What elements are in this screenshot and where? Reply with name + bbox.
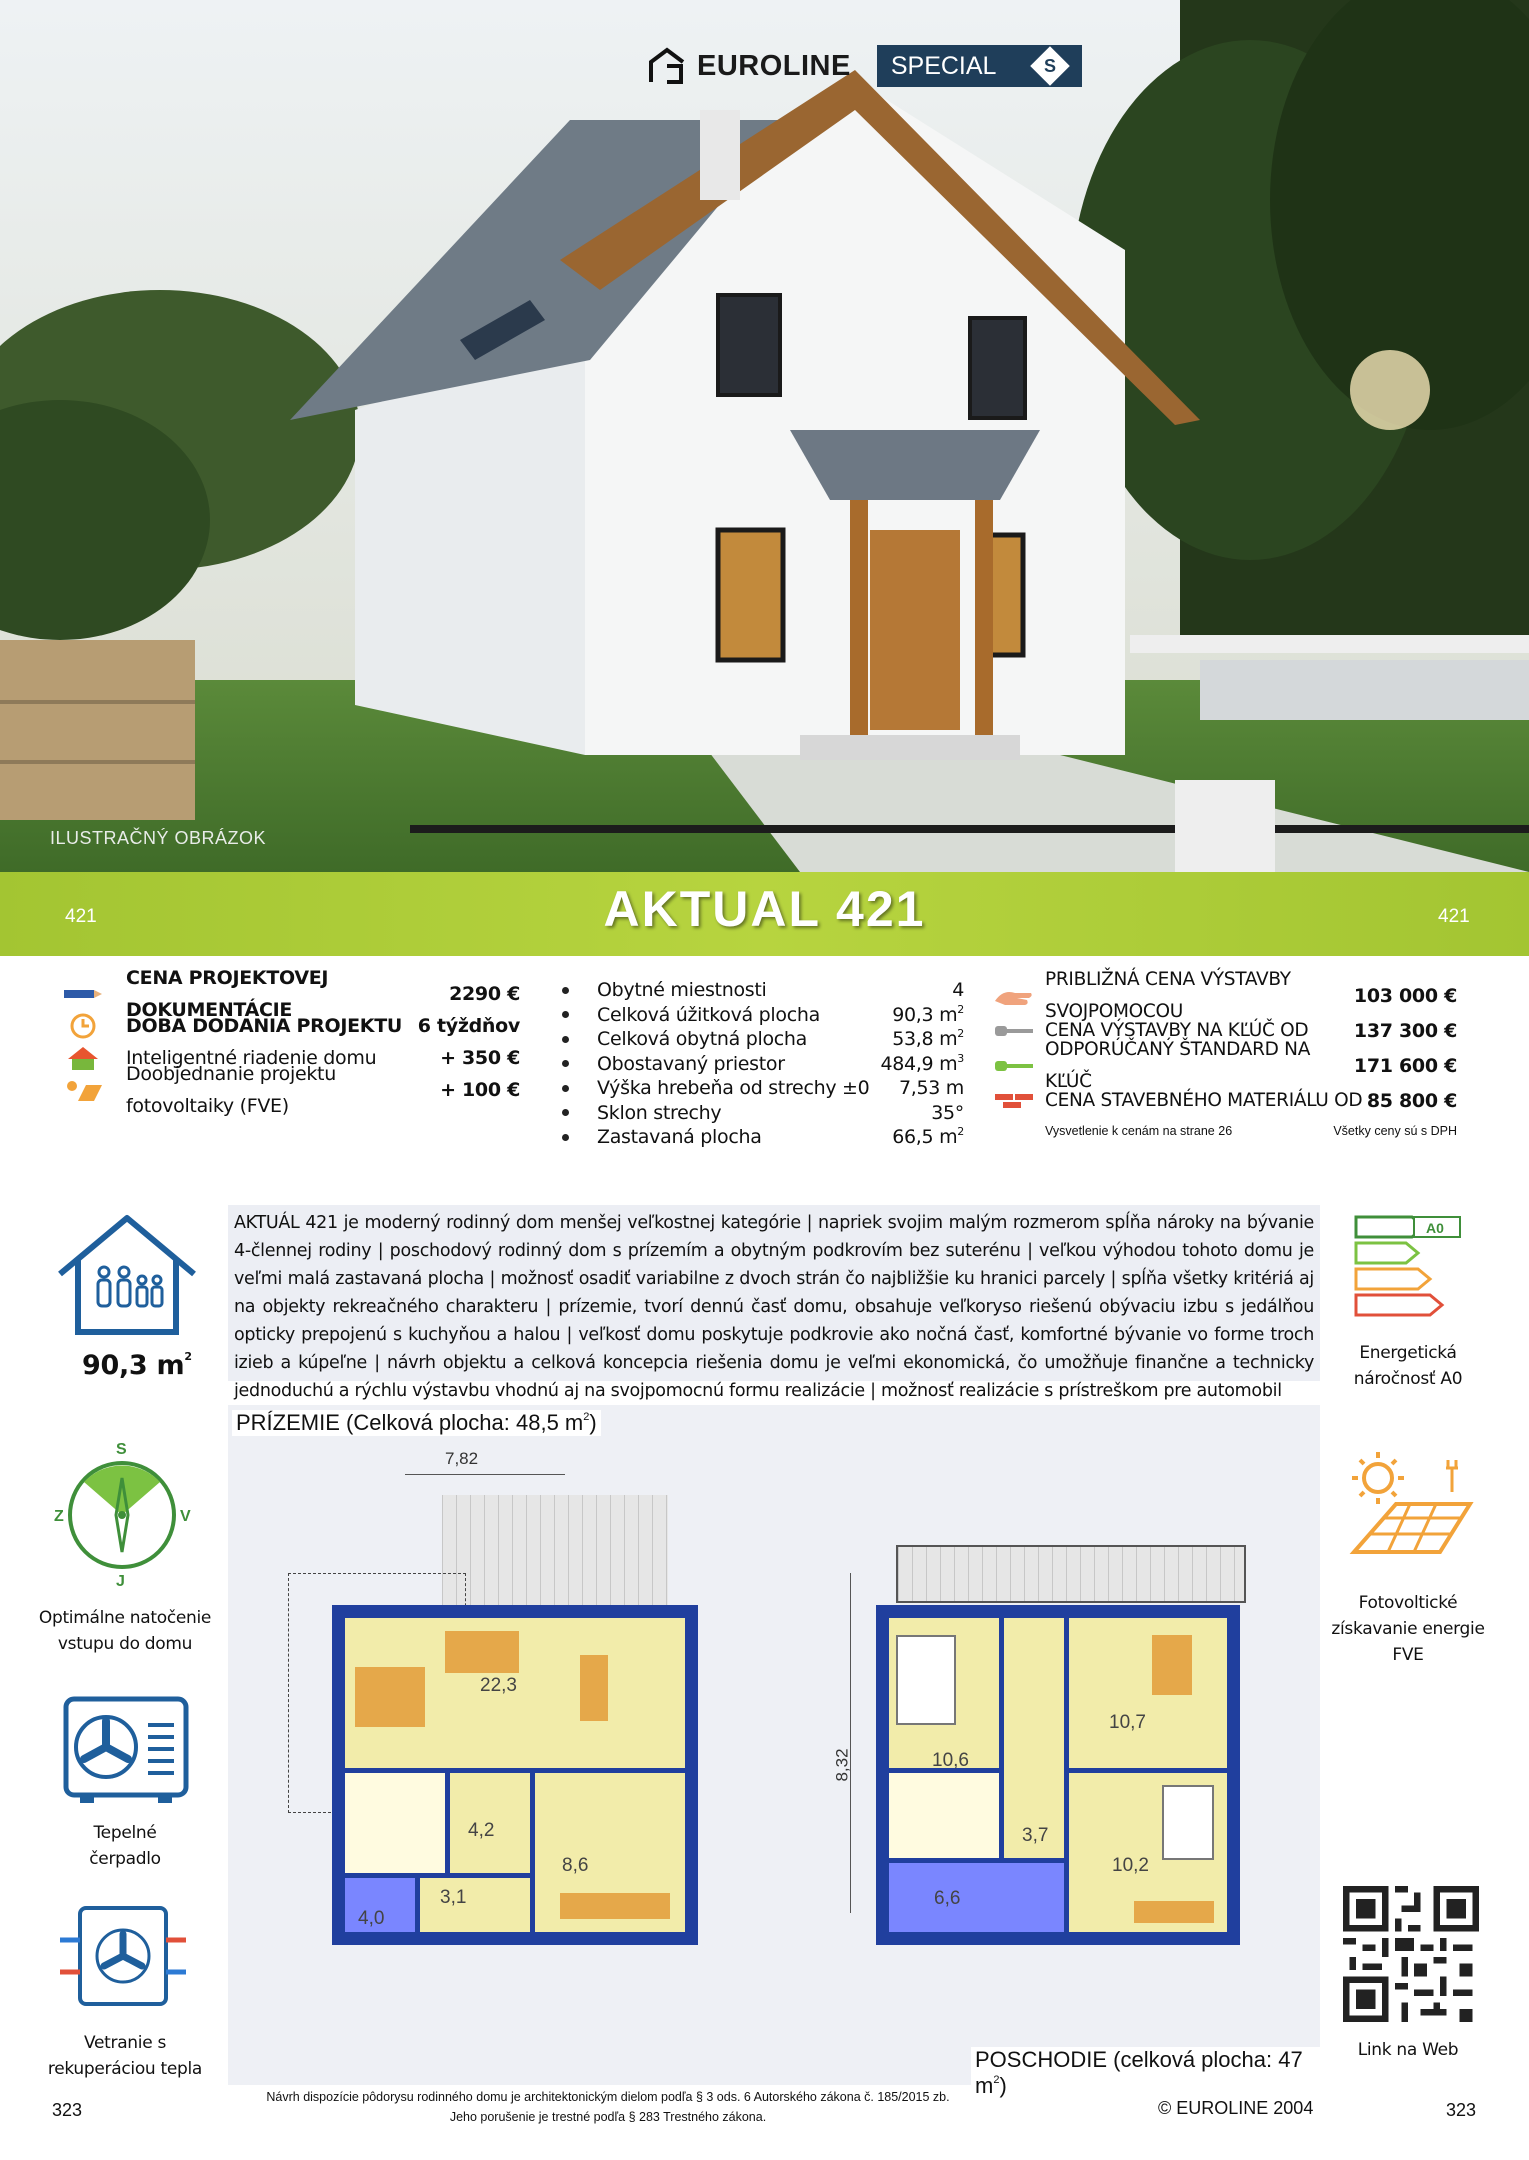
brand-name: EUROLINE xyxy=(697,49,851,82)
desk xyxy=(1152,1635,1192,1695)
spec-value: 7,53 m xyxy=(898,1077,964,1099)
legal-line-2: Jeho porušenie je trestné podľa § 283 Trestného zákona. xyxy=(449,2110,767,2124)
bullet xyxy=(562,1036,569,1043)
room-area: 22,3 xyxy=(480,1675,517,1696)
title-banner xyxy=(0,872,1529,956)
kitchen-counter xyxy=(560,1893,670,1919)
energy-class-icon xyxy=(1352,1213,1464,1325)
terrace xyxy=(442,1495,668,1607)
bullet xyxy=(562,1134,569,1141)
spec-row xyxy=(562,1101,964,1126)
pricing-notes xyxy=(993,1124,1457,1138)
compass-icon xyxy=(52,1440,202,1590)
ground-floor-plan xyxy=(240,1449,840,2075)
house-specs xyxy=(562,978,964,1150)
special-label: SPECIAL xyxy=(890,51,997,80)
width-dimension xyxy=(405,1455,565,1475)
spec-label: Obytné miestnosti xyxy=(597,979,767,1001)
spec-value: 90,3 $m^2$ xyxy=(892,1002,964,1026)
house-illustration xyxy=(0,0,1529,872)
compass-w: Z xyxy=(54,1508,64,1525)
bed xyxy=(896,1635,956,1725)
construction-pricing xyxy=(993,968,1457,1138)
spec-label: Obostavaný priestor xyxy=(597,1052,785,1075)
bullet xyxy=(562,1060,569,1067)
spec-label: Celková úžitková plocha xyxy=(597,1003,820,1026)
special-mark-icon: S xyxy=(1031,46,1071,86)
pricing-row: CENA PROJEKTOVEJ DOKUMENTÁCIE 2290 € xyxy=(62,978,520,1010)
room-stairs xyxy=(345,1773,445,1873)
special-badge xyxy=(877,45,1083,87)
bullet xyxy=(562,987,569,994)
bullet xyxy=(562,1011,569,1018)
spec-label: Výška hrebeňa od strechy ±0 xyxy=(597,1077,870,1099)
pricing-row: DOBA DODANIA PROJEKTU 6 týždňov xyxy=(62,1010,520,1042)
spec-value: 66,5 $m^2$ xyxy=(892,1125,964,1148)
bed xyxy=(1162,1785,1214,1860)
room-bedroom2 xyxy=(1069,1618,1227,1768)
house-family-icon xyxy=(52,1210,202,1340)
legal-line-1: Návrh dispozície pôdorysu rodinného domu je architektonickým dielom podľa § 3 ods. 6 Autorského zákona č. 185/2015 zb. xyxy=(266,2090,950,2104)
room-area: 3,7 xyxy=(1022,1825,1049,1846)
smart-home-icon xyxy=(62,1045,104,1071)
hand-icon xyxy=(993,983,1035,1009)
room-area: 3,1 xyxy=(440,1887,467,1908)
room-area: 4,0 xyxy=(358,1908,385,1929)
room-upper-hall xyxy=(1004,1618,1064,1858)
room-upper-stairs xyxy=(889,1773,999,1858)
pricing-row: PRIBLIŽNÁ CENA VÝSTAVBY SVOJPOMOCOU 103 000 € xyxy=(993,978,1457,1013)
energy-class: A0 xyxy=(1426,1220,1444,1236)
pencil-icon xyxy=(62,981,104,1007)
spec-value: 4 xyxy=(952,979,964,1001)
pv-caption: Fotovoltické získavanie energie FVE xyxy=(1331,1593,1485,1665)
brand-header xyxy=(633,40,1082,92)
pricing-row: ODPORÚČANÝ ŠTANDARD NA KĽÚČ 171 600 € xyxy=(993,1048,1457,1083)
dining-table xyxy=(580,1655,608,1721)
ventilation-icon xyxy=(58,1902,188,2012)
pricing-row: Doobjednanie projektu fotovoltaiky (FVE) + 100 € xyxy=(62,1074,520,1106)
bricks-icon xyxy=(993,1088,1035,1114)
upper-floor-title: POSCHODIE (celková plocha: 47 $m^2$) xyxy=(971,2047,1320,2099)
room-bathroom xyxy=(889,1863,1064,1932)
room-corridor xyxy=(420,1878,530,1932)
room-area: 10,7 xyxy=(1109,1712,1146,1733)
room-area: 8,6 xyxy=(562,1855,589,1876)
vat-note: Všetky ceny sú s DPH xyxy=(1333,1124,1457,1138)
description: AKTUÁL 421 je moderný rodinný dom menšej veľkostnej kategórie | napriek svojim malým rozmerom spĺňa nároky na bývanie 4-člennej rodiny | poschodový rodinný dom s prízemím a obytným podkrovím bez suterénu | veľkou výhodou tohoto domu je veľmi malá zastavaná plocha | možnosť osadiť variabilne z dvoch strán čo najbližšie ku hranici parcely | spĺňa všetky kritériá aj na objekty rekreačného charakteru | prízemie, tvorí dennú časť domu, obsahuje veľkoryso riešenú obývaciu izbu s jedálňou opticky prepojenú s kuchyňou a halou | veľkosť domu poskytuje podkrovie ako nočná časť, komfortné bývanie vo forme troch izieb a kúpeľne | návrh objektu a celková koncepcia riešenia domu je veľmi ekonomická, čo umožňuje finančne a technicky jednoduchú a rýchlu výstavbu vhodnú aj na svojpomocnú formu realizácie | možnosť realizácie s prístreškom pre automobil xyxy=(228,1205,1320,1381)
spec-row xyxy=(562,1125,964,1150)
room-area: 6,6 xyxy=(934,1888,961,1909)
prices-reference: Vysvetlenie k cenám na strane 26 xyxy=(1045,1124,1233,1138)
qr-code[interactable] xyxy=(1343,1886,1479,2022)
compass-s: S xyxy=(116,1441,127,1458)
balcony xyxy=(896,1545,1246,1603)
room-area: 10,2 xyxy=(1112,1855,1149,1876)
sofa xyxy=(355,1667,425,1727)
house-title: AKTUAL 421 xyxy=(603,881,926,937)
spec-row xyxy=(562,978,964,1003)
spec-label: Sklon strechy xyxy=(597,1101,722,1124)
depth-dimension xyxy=(850,1573,851,1913)
qr-caption: Link na Web xyxy=(1357,2040,1459,2060)
room-area: 10,6 xyxy=(932,1750,969,1771)
width-dim-label: 7,82 xyxy=(445,1449,479,1468)
bullet xyxy=(562,1085,569,1092)
pricing-row: CENA VÝSTAVBY NA KĽÚČ OD 137 300 € xyxy=(993,1013,1457,1048)
spec-label: Celková obytná plocha xyxy=(597,1028,808,1050)
compass-j: J xyxy=(116,1573,125,1590)
compass-caption: Optimálne natočenie vstupu do domu xyxy=(38,1608,212,1654)
pricing-row: CENA STAVEBNÉHO MATERIÁLU OD 85 800 € xyxy=(993,1083,1457,1118)
page-number-right: 323 xyxy=(1446,2100,1477,2120)
hero-image xyxy=(0,0,1529,872)
bullet xyxy=(562,1109,569,1116)
pricing-row: Inteligentné riadenie domu + 350 € xyxy=(62,1042,520,1074)
euroline-logo[interactable] xyxy=(633,40,865,92)
spec-row xyxy=(562,1052,964,1077)
coffee-table xyxy=(445,1631,519,1673)
clock-icon xyxy=(62,1013,104,1039)
room-area: 4,2 xyxy=(468,1820,495,1841)
ground-floor-title: PRÍZEMIE (Celková plocha: 48,5 $m^2$) xyxy=(232,1410,601,1436)
spec-row xyxy=(562,1076,964,1101)
page-number-left: 323 xyxy=(52,2100,83,2120)
depth-dim-label: 8,32 xyxy=(832,1748,852,1782)
dresser xyxy=(1134,1901,1214,1923)
spec-value: 484,9 $m^3$ xyxy=(880,1051,964,1075)
heat-pump-icon xyxy=(62,1695,190,1807)
illustration-caption: ILUSTRAČNÝ OBRÁZOK xyxy=(50,828,267,848)
photovoltaic-icon xyxy=(1340,1448,1480,1560)
house-logo-icon xyxy=(647,46,687,86)
heat-pump-caption: Tepelné čerpadlo xyxy=(89,1823,161,1869)
solar-panel-icon xyxy=(62,1077,104,1103)
spec-row xyxy=(562,1027,964,1052)
spec-value: 53,8 $m^2$ xyxy=(892,1027,964,1050)
house-area: 90,3 $m^2$ xyxy=(82,1350,192,1381)
key-green-icon xyxy=(993,1053,1035,1079)
copyright: © EUROLINE 2004 xyxy=(1158,2098,1314,2118)
legal-notice xyxy=(228,2087,988,2127)
compass-e: V xyxy=(180,1508,191,1525)
spec-label: Zastavaná plocha xyxy=(597,1126,762,1148)
spec-row xyxy=(562,1003,964,1028)
energy-caption: Energetická náročnosť A0 xyxy=(1353,1343,1463,1389)
code-left: 421 xyxy=(65,906,97,927)
key-grey-icon xyxy=(993,1018,1035,1044)
project-pricing xyxy=(62,967,520,1117)
upper-floor-plan xyxy=(874,1545,1294,2045)
code-right: 421 xyxy=(1438,906,1470,927)
ventilation-caption: Vetranie s rekuperáciou tepla xyxy=(47,2033,203,2079)
spec-value: 35° xyxy=(931,1101,964,1124)
